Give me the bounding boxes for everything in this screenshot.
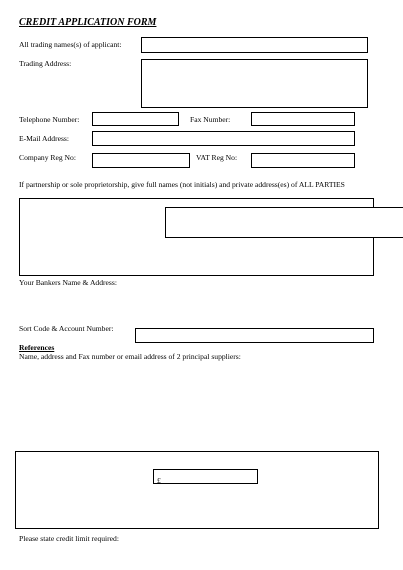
bankers-label: Your Bankers Name & Address: — [19, 278, 117, 287]
credit-limit-box — [15, 451, 379, 529]
partners-overlay-field[interactable] — [165, 207, 403, 238]
trading-names-field[interactable] — [141, 37, 368, 53]
form-title: CREDIT APPLICATION FORM — [19, 17, 157, 28]
email-label: E-Mail Address: — [19, 134, 69, 143]
email-field[interactable] — [92, 131, 355, 146]
trading-address-field[interactable] — [141, 59, 368, 108]
sort-code-label: Sort Code & Account Number: — [19, 324, 114, 333]
vat-reg-field[interactable] — [251, 153, 355, 168]
vat-reg-label: VAT Reg No: — [196, 153, 238, 162]
references-heading: References — [19, 343, 55, 352]
credit-limit-label: Please state credit limit required: — [19, 534, 119, 543]
telephone-label: Telephone Number: — [19, 115, 80, 124]
credit-limit-field[interactable] — [153, 469, 258, 484]
company-reg-label: Company Reg No: — [19, 153, 76, 162]
telephone-field[interactable] — [92, 112, 179, 126]
partners-label: If partnership or sole proprietorship, give full names (not initials) and private address(es) of ALL PARTIES — [19, 180, 345, 189]
sort-code-field[interactable] — [135, 328, 374, 343]
fax-label: Fax Number: — [190, 115, 231, 124]
trading-names-label: All trading names(s) of applicant: — [19, 40, 122, 49]
company-reg-field[interactable] — [92, 153, 190, 168]
references-note: Name, address and Fax number or email address of 2 principal suppliers: — [19, 352, 241, 361]
fax-field[interactable] — [251, 112, 355, 126]
trading-address-label: Trading Address: — [19, 59, 72, 68]
pound-symbol: £ — [157, 476, 161, 485]
